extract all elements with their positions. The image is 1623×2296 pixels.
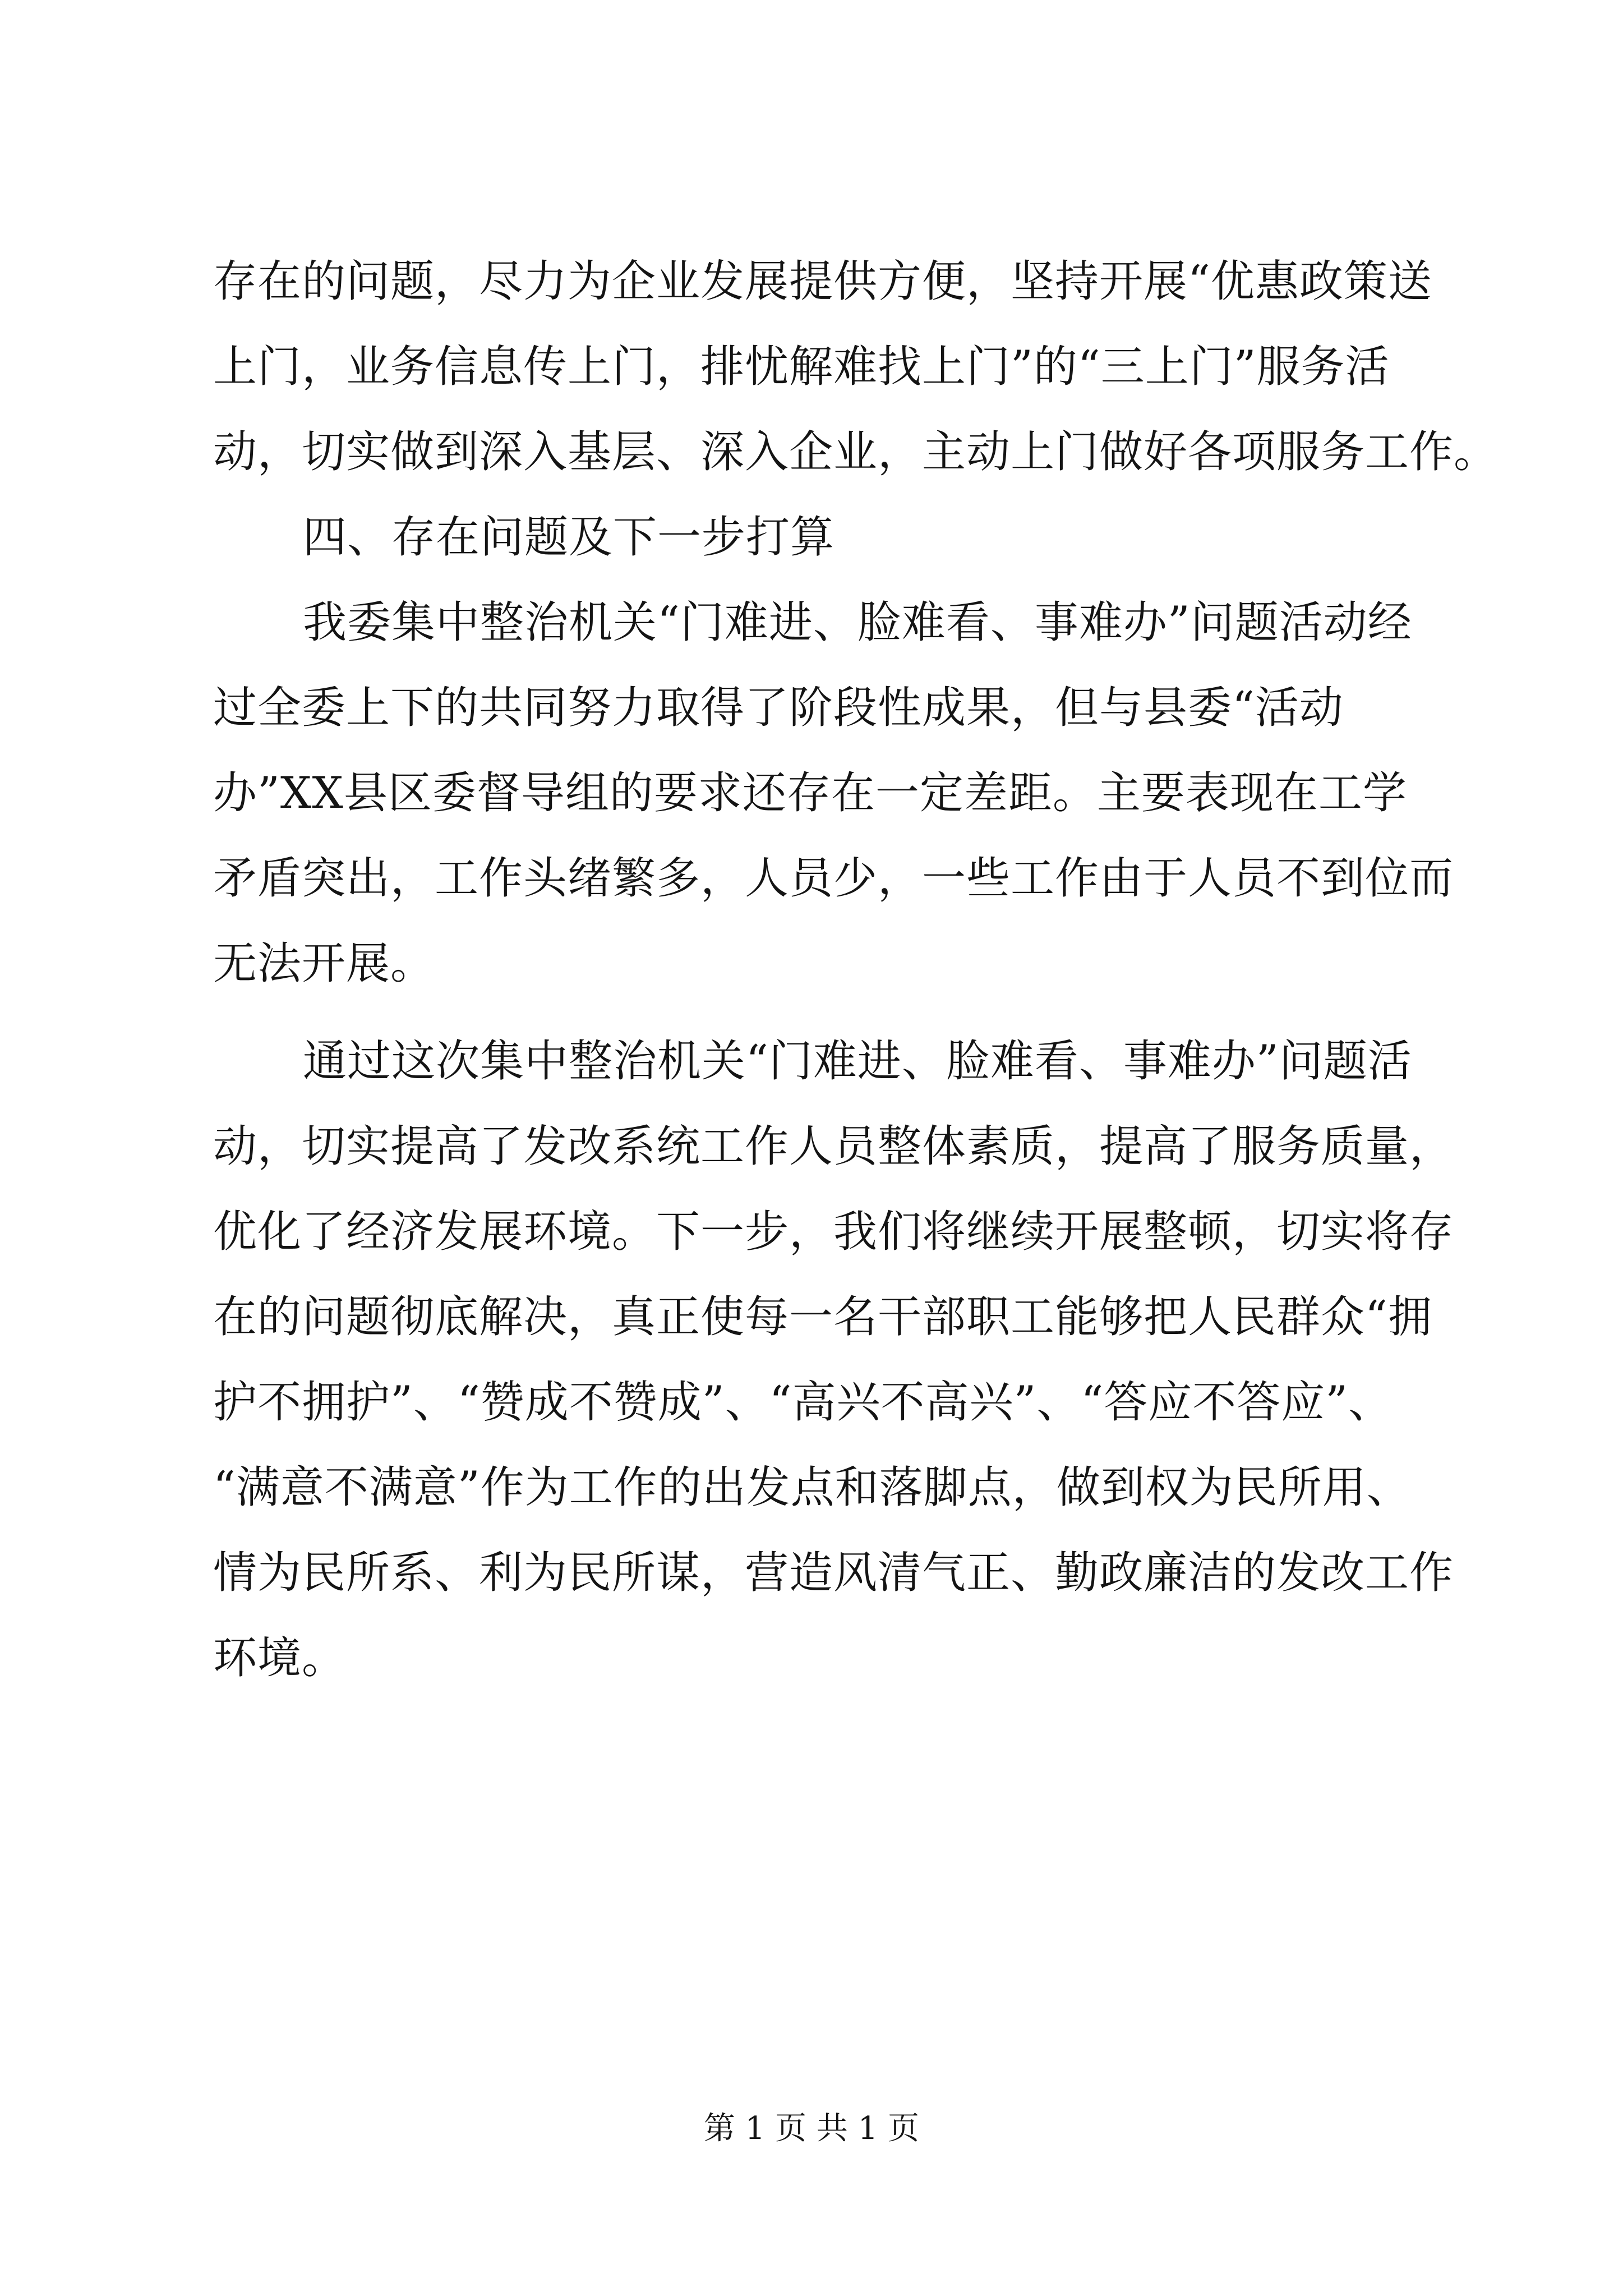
text-line: 优化了经济发展环境。下一步，我们将继续开展整顿，切实将存 bbox=[213, 1207, 1454, 1257]
text-line: 护不拥护”、“赞成不赞成”、“高兴不高兴”、“答应不答应”、 bbox=[213, 1377, 1393, 1428]
text-line: 存在的问题，尽力为企业发展提供方便，坚持开展“优惠政策送 bbox=[213, 256, 1432, 307]
text-line: 办”XX县区委督导组的要求还存在一定差距。主要表现在工学 bbox=[213, 768, 1407, 818]
section-heading: 四、存在问题及下一步打算 bbox=[303, 512, 835, 563]
text-line: 我委集中整治机关“门难进、脸难看、事难办”问题活动经 bbox=[303, 597, 1412, 648]
text-line: 通过这次集中整治机关“门难进、脸难看、事难办”问题活 bbox=[303, 1036, 1412, 1087]
text-line: 在的问题彻底解决，真正使每一名干部职工能够把人民群众“拥 bbox=[213, 1292, 1432, 1342]
text-line: 无法开展。 bbox=[213, 938, 435, 989]
text-line: 上门，业务信息传上门，排忧解难找上门”的“三上门”服务活 bbox=[213, 342, 1390, 392]
page-footer: 第 1 页 共 1 页 bbox=[703, 2110, 920, 2147]
text-line: 情为民所系、利为民所谋，营造风清气正、勤政廉洁的发改工作 bbox=[213, 1548, 1454, 1598]
text-line: 过全委上下的共同努力取得了阶段性成果，但与县委“活动 bbox=[213, 683, 1344, 733]
text-line: 环境。 bbox=[213, 1633, 347, 1683]
text-line: 动，切实提高了发改系统工作人员整体素质，提高了服务质量， bbox=[213, 1121, 1454, 1172]
text-line: “满意不满意”作为工作的出发点和落脚点，做到权为民所用、 bbox=[213, 1462, 1411, 1513]
text-line: 动，切实做到深入基层、深入企业，主动上门做好各项服务工作。 bbox=[213, 427, 1498, 477]
text-line: 矛盾突出，工作头绪繁多，人员少，一些工作由于人员不到位而 bbox=[213, 853, 1454, 904]
